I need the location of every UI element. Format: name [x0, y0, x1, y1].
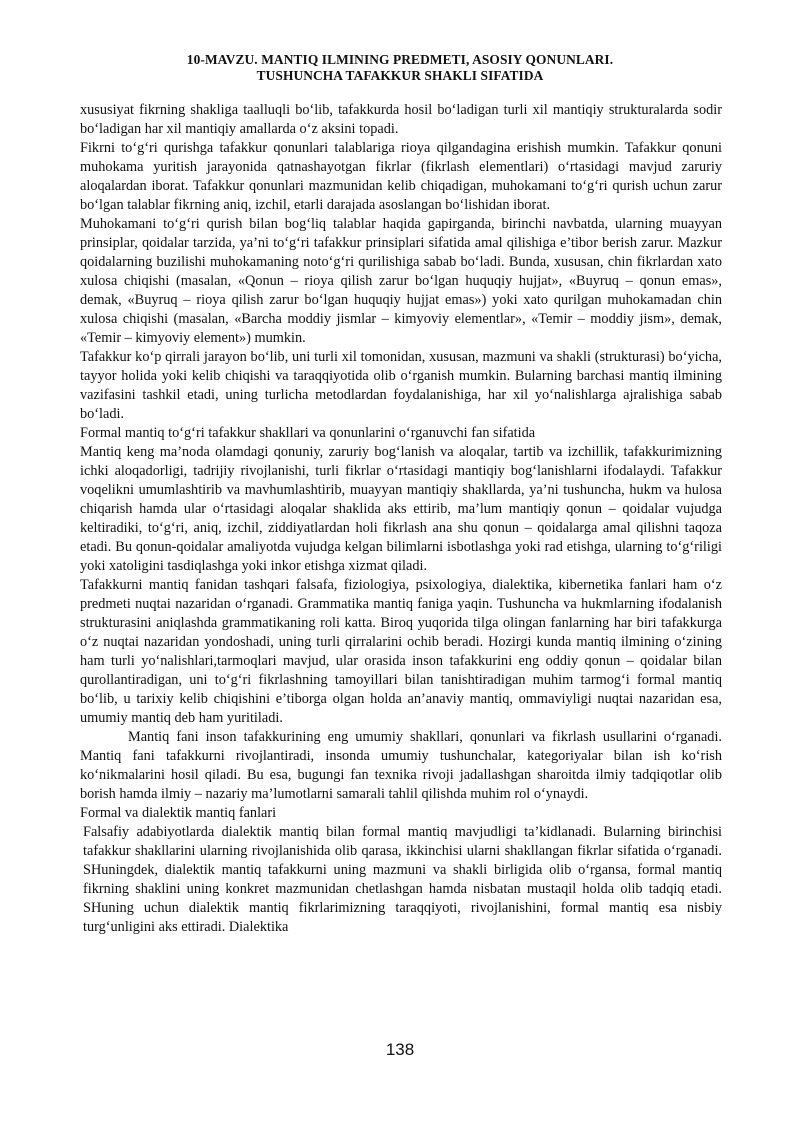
- page-number: 138: [385, 1040, 415, 1059]
- paragraph-mantiq-keng-manoda: Mantiq keng ma’noda olamdagi qonuniy, zaruriy bog‘lanish va aloqalar, tartib va izchillik, tafakkurimizning ichki aloqadorligi, tadrijiy rivojlanishi, turli fikrlar o‘rtasidagi mantiqiy bog‘lanishlarni ifodalaydi. Tafakkur voqelikni umumlashtirib va mavhumlashtirib, muayyan mantiqiy shakllarda, ya’ni tushuncha, hukm va hulosa chiqarish hamda ular o‘rtasidagi aloqalar shaklida aks ettirib, ma’lum mantiqiy qonun – qoidalar vujudga keltiradiki, to‘g‘ri, aniq, izchil, ziddiyatlardan holi fikrlash ana shu qonun – qoidalarga amal qilishni taqoza etadi. Bu qonun-qoidalar amaliyotda vujudga kelgan bilimlarni isbotlashga yoki rad etishga, ularning to‘g‘riligi yoki xatoligini tasdiqlashga yoki inkor etishga xizmat qiladi.: [80, 444, 722, 574]
- paragraph-mantiq-fani: Mantiq fani inson tafakkurining eng umumiy shakllari, qonunlari va fikrlash usullarini o‘rganadi. Mantiq fani tafakkurni rivojlantiradi, insonda umumiy tushunchalar, kategoriyalar bilan ish ko‘rish ko‘nikmalarini hosil qiladi. Bu esa, bugungi fan texnika rivoji jadallashgan sharoitda ilmiy tadqiqotlar olib borish hamda ilmiy – nazariy ma’lumotlarni samarali tahlil qilishda muhim rol o‘ynaydi.: [80, 729, 722, 802]
- section-heading-formal-mantiq: Formal mantiq to‘g‘ri tafakkur shakllari va qonunlarini o‘rganuvchi fan sifatida: [80, 425, 536, 441]
- paragraph-tafakkur-jarayon: Tafakkur ko‘p qirrali jarayon bo‘lib, uni turli xil tomonidan, xususan, mazmuni va shakli (strukturasi) bo‘yicha, tayyor holida yoki kelib chiqishi va taraqqiyotida olib o‘rganish mumkin. Bularning barchasi mantiq ilmining vazifasini tashkil etadi, uning turlicha metodlardan foydalanishiga, har xil yo‘nalishlarga ajralishiga sabab bo‘ladi.: [80, 349, 722, 422]
- header-title-line-2: TUSHUNCHA TAFAKKUR SHAKLI SIFATIDA: [256, 68, 544, 83]
- paragraph-continuation: xususiyat fikrning shakliga taalluqli bo‘lib, tafakkurda hosil bo‘ladigan turli xil mantiqiy strukturalarda sodir bo‘ladigan har xil mantiqiy amallarda o‘z aksini topadi.: [80, 102, 722, 137]
- header-title-line-1: 10-MAVZU. MANTIQ ILMINING PREDMETI, ASOSIY QONUNLARI.: [186, 52, 614, 67]
- page-body: [80, 101, 722, 937]
- paragraph-falsafiy-adabiyot: Falsafiy adabiyotlarda dialektik mantiq bilan formal mantiq mavjudligi ta’kidlanadi. Bularning birinchisi tafakkur shakllarini ularning rivojlanishida olib qarasa, ikkinchisi ularni shakllangan fikrlar sifatida o‘rganadi. SHuningdek, dialektik mantiq tafakkurni uning mazmuni va shakli birligida olib o‘rgansa, formal mantiq fikrning shaklini uning konkret mazmunidan chetlashgan hamda nisbatan mustaqil holda olib tadqiq etadi. SHuning uchun dialektik mantiq fikrlarimizning taraqqiyoti, rivojlanishini, formal mantiq esa nisbiy turg‘unligini aks ettiradi. Dialektika: [83, 824, 722, 935]
- paragraph-muhokama-talablari: Muhokamani to‘g‘ri qurish bilan bog‘liq talablar haqida gapirganda, birinchi navbatda, ularning muayyan prinsiplar, qoidalar tarzida, ya’ni to‘g‘ri tafakkur prinsiplari sifatida amal qilishiga e’tibor berish zarur. Mazkur qoidalarning buzilishi muhokamaning noto‘g‘ri qurilishiga sabab bo‘ladi. Bunda, xususan, chin fikrlardan xato xulosa chiqishi (masalan, «Qonun – rioya qilish zarur bo‘lgan huquqiy hujjat», «Buyruq – qonun emas», demak, «Buyruq – rioya qilish zarur bo‘lgan huquqiy hujjat emas») yoki xato qurilgan muhokamadan chin xulosa chiqishi (masalan, «Barcha moddiy jismlar – kimyoviy elementlar», «Temir – moddiy jism», demak, «Temir – kimyoviy element») mumkin.: [80, 216, 722, 346]
- section-heading-formal-dialektik: Formal va dialektik mantiq fanlari: [80, 805, 277, 821]
- paragraph-tafakkur-fanlar: Tafakkurni mantiq fanidan tashqari falsafa, fiziologiya, psixologiya, dialektika, kibernetika fanlari ham o‘z predmeti nuqtai nazaridan o‘rganadi. Grammatika mantiq faniga yaqin. Tushuncha va hukmlarning ifodalanish strukturasini aniqlashda grammatikaning roli katta. Biroq yuqorida tilga olingan fanlarning har biri tafakkurga o‘z nuqtai nazaridan yondoshadi, uning turli qirralarini ochib beradi. Hozirgi kunda mantiq ilmining o‘zining ham turli yo‘nalishlari,tarmoqlari mavjud, ular orasida inson tafakkurini eng oddiy qonun – qoidalar bilan qurollantiradigan, uni to‘g‘ri fikrlashning tamoyillari bilan tanishtiradigan muhim tarmog‘i formal mantiq bo‘lib, u tarixiy kelib chiqishini e’tiborga olgan holda an’anaviy mantiq, ommaviyligi nuqtai nazaridan esa, umumiy mantiq deb ham yuritiladi.: [80, 577, 722, 726]
- paragraph-tafakkur-qonuni: Fikrni to‘g‘ri qurishga tafakkur qonunlari talablariga rioya qilgandagina erishish mumkin. Tafakkur qonuni muhokama yuritish jarayonida qatnashayotgan fikrlar (fikrlash elementlari) o‘rtasidagi mavjud zaruriy aloqalardan iborat. Tafakkur qonunlari mazmunidan kelib chiqadigan, muhokamani to‘g‘ri qurish uchun zarur bo‘lgan talablar fikrning aniq, izchil, etarli darajada asoslangan bo‘lishidan iborat.: [80, 140, 722, 213]
- page-header: [0, 52, 800, 84]
